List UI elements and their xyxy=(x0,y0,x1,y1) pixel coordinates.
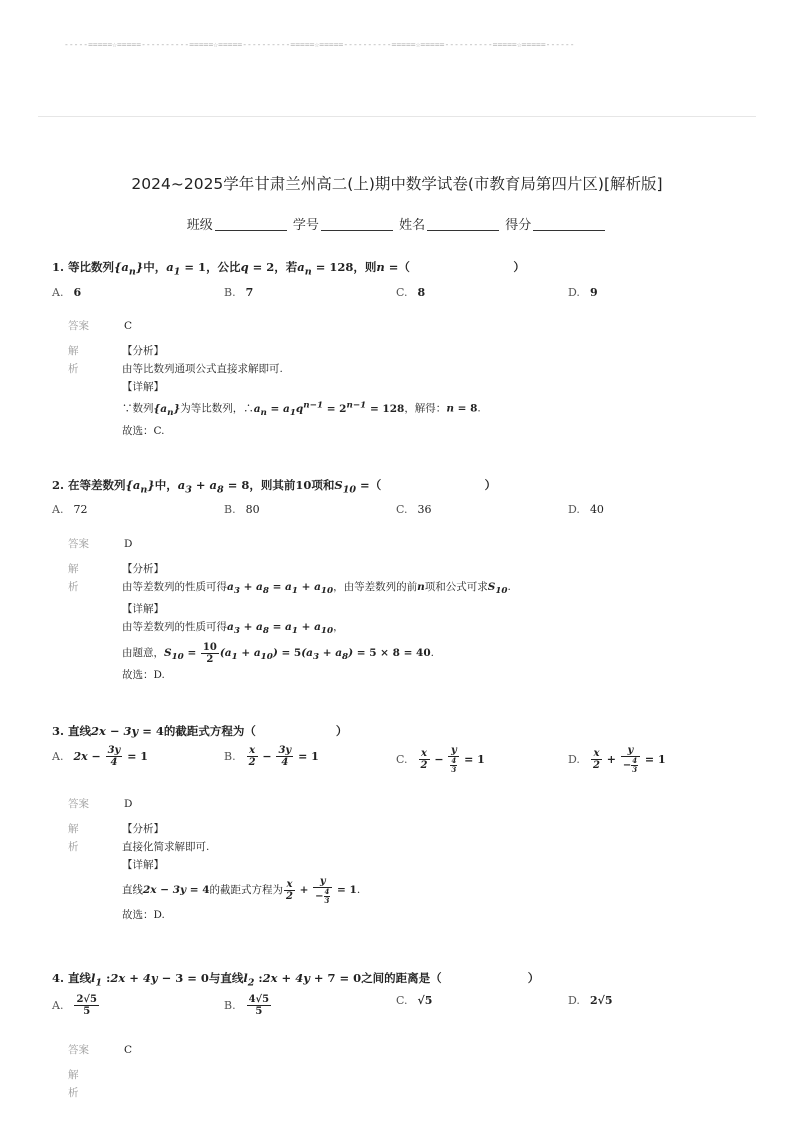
math-q: q = 2 xyxy=(240,260,275,274)
question-4-options xyxy=(52,994,752,1028)
option-d[interactable]: D. 40 xyxy=(568,503,604,516)
header-decoration: -----=====☆=====----------=====☆=====----------=====☆=====----------=====☆=====----------=====☆=====------ xyxy=(64,40,575,49)
math-an: $a_n = 128$ xyxy=(297,260,354,278)
class-label: 班级 xyxy=(186,218,213,233)
option-a[interactable]: A. 2x − $\frac{3y}{4}$ = 1 xyxy=(52,745,148,768)
question-4-stem: 4. 直线$l_1$ :2x + 4y − 3 = 0与直线$l_2$ :2x + 4y + 7 = 0之间的距离是（ ） xyxy=(52,971,540,989)
math-n: n = xyxy=(376,260,399,274)
option-d[interactable]: D. 2√5 xyxy=(568,994,613,1007)
option-d[interactable]: D. 9 xyxy=(568,286,598,299)
question-2-options xyxy=(52,503,752,533)
student-info-row xyxy=(0,214,794,233)
score-label: 得分 xyxy=(505,218,532,233)
option-a[interactable]: A. 6 xyxy=(52,286,82,299)
option-c[interactable]: C. √5 xyxy=(396,994,433,1007)
math-seq-an: $\{a_n\}$ xyxy=(114,260,144,278)
option-b[interactable]: B. 7 xyxy=(224,286,254,299)
question-3-stem: 3. 直线2x − 3y = 4的截距式方程为（ ） xyxy=(52,724,348,738)
question-4-answer: 答案 C xyxy=(68,1044,133,1056)
math-a1: $a_1 = 1$ xyxy=(166,260,207,278)
score-blank xyxy=(533,217,605,231)
option-d[interactable]: D. $\frac{x}{2}$ + y − $\frac{4}{3}$ = 1 xyxy=(568,745,666,774)
question-3-options xyxy=(52,745,752,779)
student-id-blank xyxy=(321,217,393,231)
option-c[interactable]: C. 36 xyxy=(396,503,432,516)
question-1-stem: 1. 等比数列$\{a_n\}$中，$a_1 = 1$，公比q = 2，若$a_n = 128$，则n =（ ） xyxy=(52,260,525,278)
question-2-answer: 答案 D xyxy=(68,538,133,550)
question-2-stem: 2. 在等差数列$\{a_n\}$中，$a_3 + a_8 = 8$，则其前10项和$S_{10}$ =（ ） xyxy=(52,478,497,496)
name-label: 姓名 xyxy=(399,218,426,233)
option-a[interactable]: A. $\frac{2√5}{5}$ xyxy=(52,994,97,1017)
option-c[interactable]: C. $\frac{x}{2}$ − $\frac{y}{\frac{4}{3}}$ = 1 xyxy=(396,745,485,774)
option-b[interactable]: B. 80 xyxy=(224,503,260,516)
student-id-label: 学号 xyxy=(292,218,319,233)
class-blank xyxy=(215,217,287,231)
question-1-options xyxy=(52,286,752,316)
header-divider xyxy=(38,116,756,117)
name-blank xyxy=(427,217,499,231)
option-a[interactable]: A. 72 xyxy=(52,503,88,516)
option-b[interactable]: B. $\frac{4√5}{5}$ xyxy=(224,994,270,1017)
option-c[interactable]: C. 8 xyxy=(396,286,426,299)
question-1-answer: 答案 C xyxy=(68,320,133,332)
question-3-answer: 答案 D xyxy=(68,798,133,810)
option-b[interactable]: B. $\frac{x}{2}$ − $\frac{3y}{4}$ = 1 xyxy=(224,745,319,768)
page-title: 2024~2025学年甘肃兰州高二(上)期中数学试卷(市教育局第四片区)[解析版] xyxy=(131,175,663,193)
